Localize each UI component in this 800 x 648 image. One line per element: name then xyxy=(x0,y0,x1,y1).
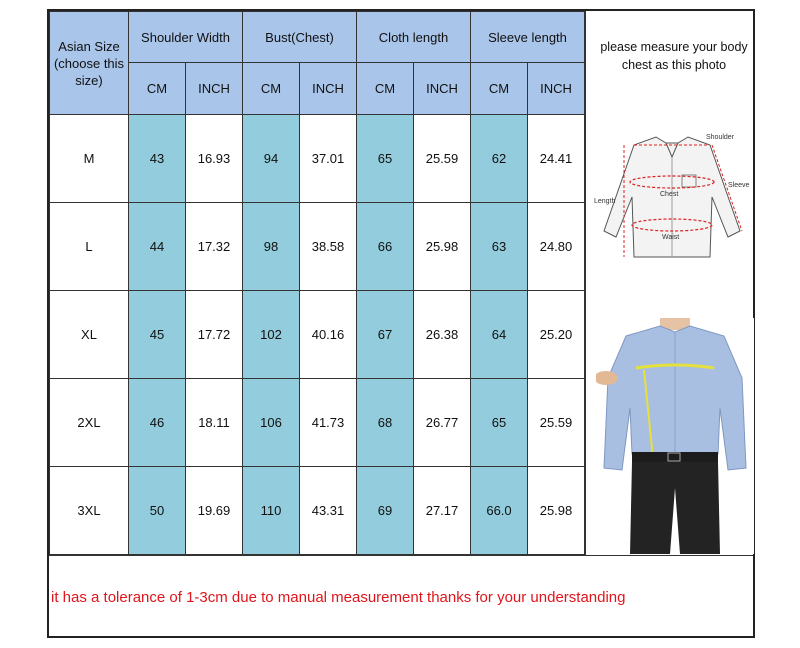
chest-label: Chest xyxy=(660,191,679,198)
sleeve-length-header: Sleeve length xyxy=(471,12,585,63)
size-label: L xyxy=(50,203,129,291)
unit-cm-header: CM xyxy=(129,63,186,115)
inch-value-cell: 18.11 xyxy=(186,379,243,467)
bust-header: Bust(Chest) xyxy=(243,12,357,63)
inch-value-cell: 25.98 xyxy=(414,203,471,291)
unit-inch-header: INCH xyxy=(414,63,471,115)
table-row xyxy=(50,203,585,291)
cm-value-cell: 64 xyxy=(471,291,528,379)
inch-value-cell: 40.16 xyxy=(300,291,357,379)
size-chart-frame xyxy=(47,9,755,638)
cm-value-cell: 69 xyxy=(357,467,414,555)
cm-value-cell: 102 xyxy=(243,291,300,379)
unit-cm-header: CM xyxy=(243,63,300,115)
inch-value-cell: 25.20 xyxy=(528,291,585,379)
cm-value-cell: 50 xyxy=(129,467,186,555)
inch-value-cell: 25.59 xyxy=(528,379,585,467)
size-table xyxy=(49,11,585,555)
inch-value-cell: 26.77 xyxy=(414,379,471,467)
table-row xyxy=(50,379,585,467)
table-row xyxy=(50,291,585,379)
cm-value-cell: 65 xyxy=(471,379,528,467)
measure-guide-panel xyxy=(585,11,754,555)
inch-value-cell: 38.58 xyxy=(300,203,357,291)
tolerance-note: it has a tolerance of 1-3cm due to manual measurement thanks for your understanding xyxy=(51,589,626,606)
shoulder-width-header: Shoulder Width xyxy=(129,12,243,63)
inch-value-cell: 17.32 xyxy=(186,203,243,291)
cm-value-cell: 44 xyxy=(129,203,186,291)
cm-value-cell: 63 xyxy=(471,203,528,291)
cm-value-cell: 66 xyxy=(357,203,414,291)
table-bottom-border xyxy=(49,555,753,556)
cm-value-cell: 43 xyxy=(129,115,186,203)
cm-value-cell: 110 xyxy=(243,467,300,555)
inch-value-cell: 25.98 xyxy=(528,467,585,555)
cm-value-cell: 106 xyxy=(243,379,300,467)
inch-value-cell: 24.80 xyxy=(528,203,585,291)
inch-value-cell: 43.31 xyxy=(300,467,357,555)
waist-label: Waist xyxy=(662,234,680,241)
unit-cm-header: CM xyxy=(471,63,528,115)
size-label: 2XL xyxy=(50,379,129,467)
cm-value-cell: 94 xyxy=(243,115,300,203)
unit-cm-header: CM xyxy=(357,63,414,115)
table-row xyxy=(50,115,585,203)
inch-value-cell: 26.38 xyxy=(414,291,471,379)
cm-value-cell: 62 xyxy=(471,115,528,203)
inch-value-cell: 24.41 xyxy=(528,115,585,203)
inch-value-cell: 25.59 xyxy=(414,115,471,203)
cm-value-cell: 46 xyxy=(129,379,186,467)
size-label: M xyxy=(50,115,129,203)
inch-value-cell: 37.01 xyxy=(300,115,357,203)
cm-value-cell: 65 xyxy=(357,115,414,203)
inch-value-cell: 27.17 xyxy=(414,467,471,555)
inch-value-cell: 17.72 xyxy=(186,291,243,379)
unit-inch-header: INCH xyxy=(300,63,357,115)
unit-inch-header: INCH xyxy=(528,63,585,115)
inch-value-cell: 19.69 xyxy=(186,467,243,555)
cm-value-cell: 67 xyxy=(357,291,414,379)
shirt-diagram-icon xyxy=(594,127,750,263)
shoulder-label: Shoulder xyxy=(706,134,735,141)
inch-value-cell: 16.93 xyxy=(186,115,243,203)
cm-value-cell: 66.0 xyxy=(471,467,528,555)
size-label: 3XL xyxy=(50,467,129,555)
cm-value-cell: 45 xyxy=(129,291,186,379)
size-column-header: Asian Size (choose this size) xyxy=(50,12,129,115)
size-label: XL xyxy=(50,291,129,379)
unit-inch-header: INCH xyxy=(186,63,243,115)
cm-value-cell: 68 xyxy=(357,379,414,467)
sleeve-label: Sleeve xyxy=(728,182,750,189)
cm-value-cell: 98 xyxy=(243,203,300,291)
cloth-length-header: Cloth length xyxy=(357,12,471,63)
table-row xyxy=(50,467,585,555)
inch-value-cell: 41.73 xyxy=(300,379,357,467)
model-measuring-photo xyxy=(596,318,754,554)
measure-instruction: please measure your body chest as this photo xyxy=(600,40,748,72)
length-label: Length xyxy=(594,198,616,205)
